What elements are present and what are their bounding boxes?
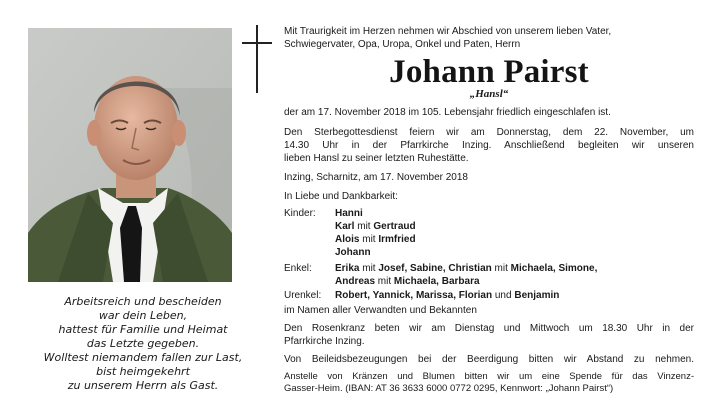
rosary-text <box>284 322 694 348</box>
family-member: Hanni <box>335 208 363 219</box>
verse-line: bist heimgekehrt <box>96 365 190 378</box>
verse-line: das Letzte gegeben. <box>86 337 200 350</box>
deceased-nickname: „Hansl“ <box>469 88 509 100</box>
donation-line: Anstelle von Kränzen und Blumen bitten wir um eine Spende für das Vinzenz- <box>284 371 694 382</box>
donation-line: Gasser-Heim. (IBAN: AT 36 3633 6000 0772 0295, Kennwort: „Johann Pairst“) <box>284 383 614 394</box>
love-line: In Liebe und Dankbarkeit: <box>284 191 398 202</box>
relatives-line: im Namen aller Verwandten und Bekannten <box>284 305 477 316</box>
family-member: Erika mit Josef, Sabine, Christian mit Michaela, Simone, <box>335 263 598 274</box>
funeral-text <box>284 126 694 165</box>
verse-line: war dein Leben, <box>98 309 188 322</box>
funeral-line: 14.30 Uhr in der Pfarrkirche Inzing. Anschließend begleiten wir unseren <box>284 140 694 151</box>
family-member: Alois mit Irmfried <box>335 234 416 245</box>
intro-line: Schwiegervater, Opa, Uropa, Onkel und Paten, Herrn <box>284 39 521 50</box>
condolence-note: Von Beileidsbezeugungen bei der Beerdigung bitten wir Abstand zu nehmen. <box>284 354 694 365</box>
death-line: der am 17. November 2018 im 105. Lebensjahr friedlich eingeschlafen ist. <box>284 107 611 118</box>
verse-line: Wolltest niemandem fallen zur Last, <box>43 351 243 364</box>
kinder-label: Kinder: <box>284 208 316 219</box>
family-member: Robert, Yannick, Marissa, Florian und Benjamin <box>335 290 560 301</box>
memorial-verse <box>28 295 258 393</box>
rosary-line: Den Rosenkranz beten wir am Dienstag und Mittwoch um 18.30 Uhr in der <box>284 323 694 334</box>
family-member: Karl mit Gertraud <box>335 221 416 232</box>
cross-icon <box>242 25 272 93</box>
portrait-photo <box>28 28 232 282</box>
intro-line: Mit Traurigkeit im Herzen nehmen wir Abschied von unserem lieben Vater, <box>284 26 612 37</box>
verse-line: Arbeitsreich und bescheiden <box>64 295 222 308</box>
rosary-line: Pfarrkirche Inzing. <box>284 336 365 347</box>
enkel-label: Enkel: <box>284 263 312 274</box>
verse-line: zu unserem Herrn als Gast. <box>67 379 219 392</box>
family-member: Johann <box>335 247 371 258</box>
place-date: Inzing, Scharnitz, am 17. November 2018 <box>284 172 468 183</box>
donation-text <box>284 371 694 395</box>
funeral-line: lieben Hansl zu seiner letzten Ruhestätte. <box>284 153 469 164</box>
family-member: Andreas mit Michaela, Barbara <box>335 276 480 287</box>
verse-line: hattest für Familie und Heimat <box>58 323 228 336</box>
intro-text <box>284 25 694 51</box>
urenkel-label: Urenkel: <box>284 290 322 301</box>
funeral-line: Den Sterbegottesdienst feiern wir am Donnerstag, dem 22. November, um <box>284 127 694 138</box>
deceased-name: Johann Pairst <box>389 54 589 90</box>
